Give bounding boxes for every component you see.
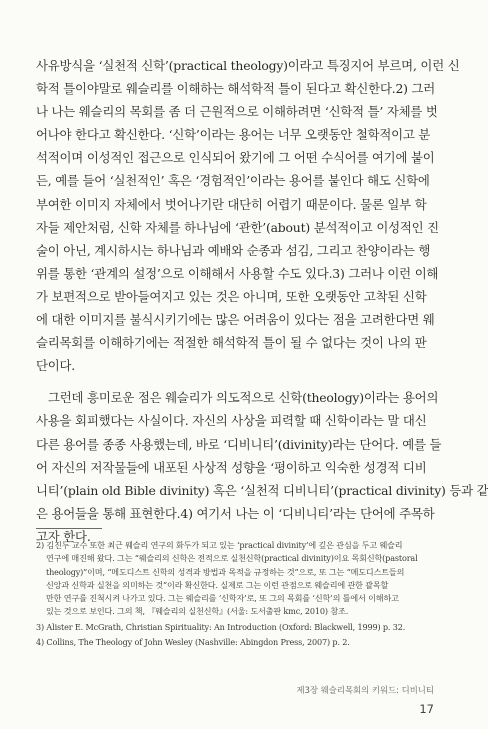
footnote-line: 3) Alister E. McGrath, Christian Spirituality: An Introduction (Oxford: Blackwell, 1999) p. 32. xyxy=(36,621,406,632)
text-line: 니티’(plain old Bible divinity) 혹은 ‘실천적 디비니티’(practical divinity) 등과 같 xyxy=(36,482,488,498)
text-line: 학적 틀이야말로 웨슬리를 이해하는 해석학적 틀이 된다고 확신한다.2) 그러 xyxy=(36,81,436,97)
footnote-line: 4) Collins, The Theology of John Wesley (Nashville: Abingdon Press, 2007) p. 2. xyxy=(36,637,350,648)
text-line: 어나야 한다고 확신한다. ‘신학’이라는 용어는 너무 오랫동안 철학적이고 분 xyxy=(36,127,431,143)
text-line: 부여한 이미지 자체에서 벗어나기란 대단히 어렵기 때문이다. 물론 일부 학 xyxy=(36,196,427,212)
paragraph-1 xyxy=(36,54,460,377)
footnote-2 xyxy=(36,539,435,619)
footnote-line: theology)”이며, “메도디스트 신학의 성격과 방법과 목적을 규정하는 것”으로, 또 그는 “메도디스트들의 xyxy=(46,566,405,577)
text-line: 석적이며 이성적인 접근으로 인식되어 왔기에 그 어떤 수식어를 여기에 붙이 xyxy=(36,150,435,166)
text-line: 술이 아닌, 계시하시는 하나님과 예배와 순종과 섬김, 그리고 찬양이라는 행 xyxy=(36,242,431,258)
footnote-line: 있는 것으로 보인다. 그의 책, 『웨슬리의 실천신학』(서울: 도서출판 kmc, 2010) 참조. xyxy=(46,606,349,617)
page-number: 17 xyxy=(419,702,434,716)
text-line: 어 자신의 저작물들에 내포된 사상적 성향을 ‘평이하고 익숙한 성경적 디비 xyxy=(36,459,427,475)
text-line: 슬리목회를 이해하기에는 적절한 해석학적 틀이 될 수 없다는 것이 나의 판 xyxy=(36,335,427,351)
paragraph-2 xyxy=(36,386,488,548)
text-line: 자들 제안처럼, 신학 자체를 하나님에 ‘관한’(about) 분석적이고 이성적인 진 xyxy=(36,219,439,235)
text-line: 고자 한다. xyxy=(36,528,91,544)
footnote-line: 신앙과 신학과 실천을 의미하는 것”이라 확신한다. 실제로 그는 이런 관점으로 웨슬리에 관한 괄목할 xyxy=(46,579,389,590)
text-line: 에 대한 이미지를 불식시키기에는 많은 어려움이 있다는 점을 고려한다면 웨 xyxy=(36,312,435,328)
text-line: 든, 예를 들어 ‘실천적인’ 혹은 ‘경험적인’이라는 용어를 붙인다 해도 신학에 xyxy=(36,173,430,189)
footnote-line: 만한 연구를 진척시켜 나가고 있다. 그는 웨슬리를 ‘신학자’로, 또 그의 목회를 ‘신학’의 틀에서 이해하고 xyxy=(46,593,399,604)
text-line: 단이다. xyxy=(36,358,76,374)
text-line: 다른 용어를 종종 사용했는데, 바로 ‘디비니티’(divinity)라는 단어다. 예를 들 xyxy=(36,436,442,452)
running-head: 제3장 웨슬리목회의 키워드: 디비니티 xyxy=(296,685,434,695)
text-line: 사용을 회피했다는 사실이다. 자신의 사상을 피력할 때 신학이라는 말 대신 xyxy=(36,413,427,429)
text-line: 은 용어들을 통해 표현한다.4) 여기서 나는 이 ‘디비니티’라는 단어에 주목하 xyxy=(36,505,435,521)
text-line: 위를 통한 ‘관계의 설정’으로 이해해서 사용할 수도 있다.3) 그러나 이런 이해 xyxy=(36,265,439,281)
body-text xyxy=(36,54,488,548)
footnote-divider xyxy=(36,528,102,529)
text-line: 사유방식을 ‘실천적 신학’(practical theology)이라고 특징지어 부르며, 이런 신 xyxy=(36,58,460,73)
footnote-line: 2) 김진두 교수 또한 최근 웨슬리 연구의 화두가 되고 있는 ‘practical divinity’에 깊은 관심을 두고 웨슬리 xyxy=(36,540,403,550)
footnote-4 xyxy=(36,636,435,649)
footnote-3 xyxy=(36,621,435,634)
footnote-line: 연구에 매진해 왔다. 그는 “웨슬리의 신학은 전적으로 실천신학(practical divinity)이요 목회신학(pastoral xyxy=(46,553,418,564)
footnotes xyxy=(36,539,435,649)
text-line: 그런데 흥미로운 점은 웨슬리가 의도적으로 신학(theology)이라는 용어의 xyxy=(48,390,439,406)
text-line: 가 보편적으로 받아들여지고 있는 것은 아니며, 또한 오랫동안 고착된 신학 xyxy=(36,288,427,304)
text-line: 나 나는 웨슬리의 목회를 좀 더 근원적으로 이해하려면 ‘신학적 틀’ 자체를 벗 xyxy=(36,104,438,120)
